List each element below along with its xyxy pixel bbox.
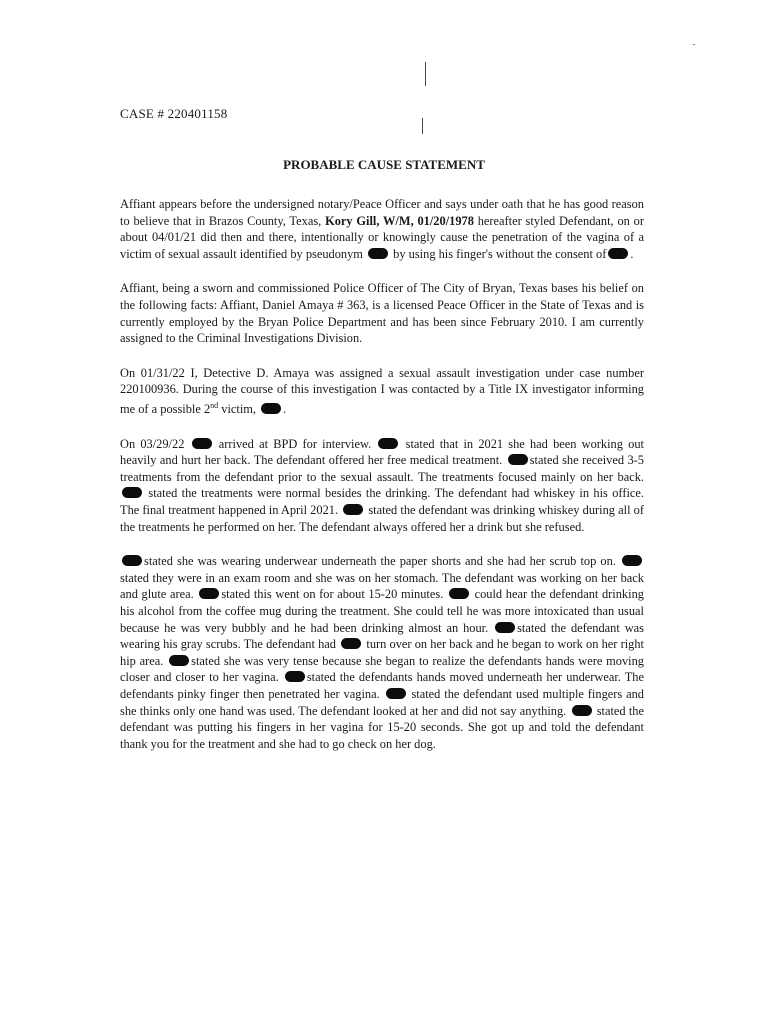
paragraph-2: Affiant, being a sworn and commissioned Police Officer of The City of Bryan, Texas bases his belief on the following facts: Affiant, Daniel Amaya # 363, is a licensed Peace Officer in the State of Texas and is currently employed by the Bryan Police Department and has been since February 2010. I am currently assigned to the Criminal Investigations Division. <box>120 281 644 346</box>
redaction-mark <box>508 454 528 465</box>
paragraph-3: On 01/31/22 I, Detective D. Amaya was assigned a sexual assault investigation under case number 220100936. During the course of this investigation I was contacted by a Title IX investigator informing me of a possible 2nd victim, . <box>120 365 644 417</box>
scan-speck <box>693 44 695 45</box>
redaction-mark <box>495 622 515 633</box>
redaction-mark <box>192 438 212 449</box>
redaction-mark <box>122 555 142 566</box>
redaction-mark <box>341 638 361 649</box>
redaction-mark <box>368 248 388 259</box>
redaction-mark <box>285 671 305 682</box>
redaction-mark <box>122 487 142 498</box>
redaction-mark <box>449 588 469 599</box>
paragraph-4: On 03/29/22 arrived at BPD for interview. stated that in 2021 she had been working out heavily and hurt her back. The defendant offered her free medical treatment. stated she received 3-5 treatments from the defendant prior to the sexual assault. The treatments focused mainly on her back. stated the treatments were normal besides the drinking. The defendant had whiskey in his office. The final treatment happened in April 2021. stated the defendant was drinking whiskey during all of the treatments he performed on her. The defendant always offered her a drink but she refused. <box>120 436 644 534</box>
case-number: CASE # 220401158 <box>120 106 228 121</box>
paragraph-5: stated she was wearing underwear underneath the paper shorts and she had her scrub top on. stated they were in an exam room and she was on her stomach. The defendant was working on her back and glute area. stated this went on for about 15-20 minutes. could hear the defendant drinking his alcohol from the coffee mug during the treatment. She could tell he was more intoxicated than usual because he was very bubbly and he had been drinking almost an hour. stated the defendant was wearing his gray scrubs. The defendant had turn over on her back and he began to work on her right hip area. stated she was very tense because she began to realize the defendants hands were moving closer and closer to her vagina. stated the defendants hands moved underneath her underwear. The defendants pinky finger then penetrated her vagina. stated the defendant used multiple fingers and she thinks only one hand was used. The defendant looked at her and did not say anything. stated the defendant was putting his fingers in her vagina for 15-20 seconds. She got up and told the defendant thank you for the treatment and she had to go check on her dog. <box>120 554 645 751</box>
redaction-mark <box>386 688 406 699</box>
paragraph-1: Affiant appears before the undersigned notary/Peace Officer and says under oath that he has good reason to believe that in Brazos County, Texas, Kory Gill, W/M, 01/20/1978 hereafter styled Defendant, on or about 04/01/21 did then and there, intentionally or knowingly cause the penetration of the vagina of a victim of sexual assault identified by pseudonym by using his finger's without the consent of . <box>120 197 644 261</box>
scan-mark <box>425 62 426 86</box>
redaction-mark <box>169 655 189 666</box>
defendant-name: Kory Gill, W/M, 01/20/1978 <box>325 213 474 228</box>
redaction-mark <box>343 504 363 515</box>
redaction-mark <box>378 438 398 449</box>
redaction-mark <box>261 403 281 414</box>
page-title: PROBABLE CAUSE STATEMENT <box>283 157 485 172</box>
redaction-mark <box>572 705 592 716</box>
statement-body <box>120 196 644 770</box>
redaction-mark <box>622 555 642 566</box>
scan-mark <box>422 118 423 134</box>
redaction-mark <box>199 588 219 599</box>
redaction-mark <box>608 248 628 259</box>
